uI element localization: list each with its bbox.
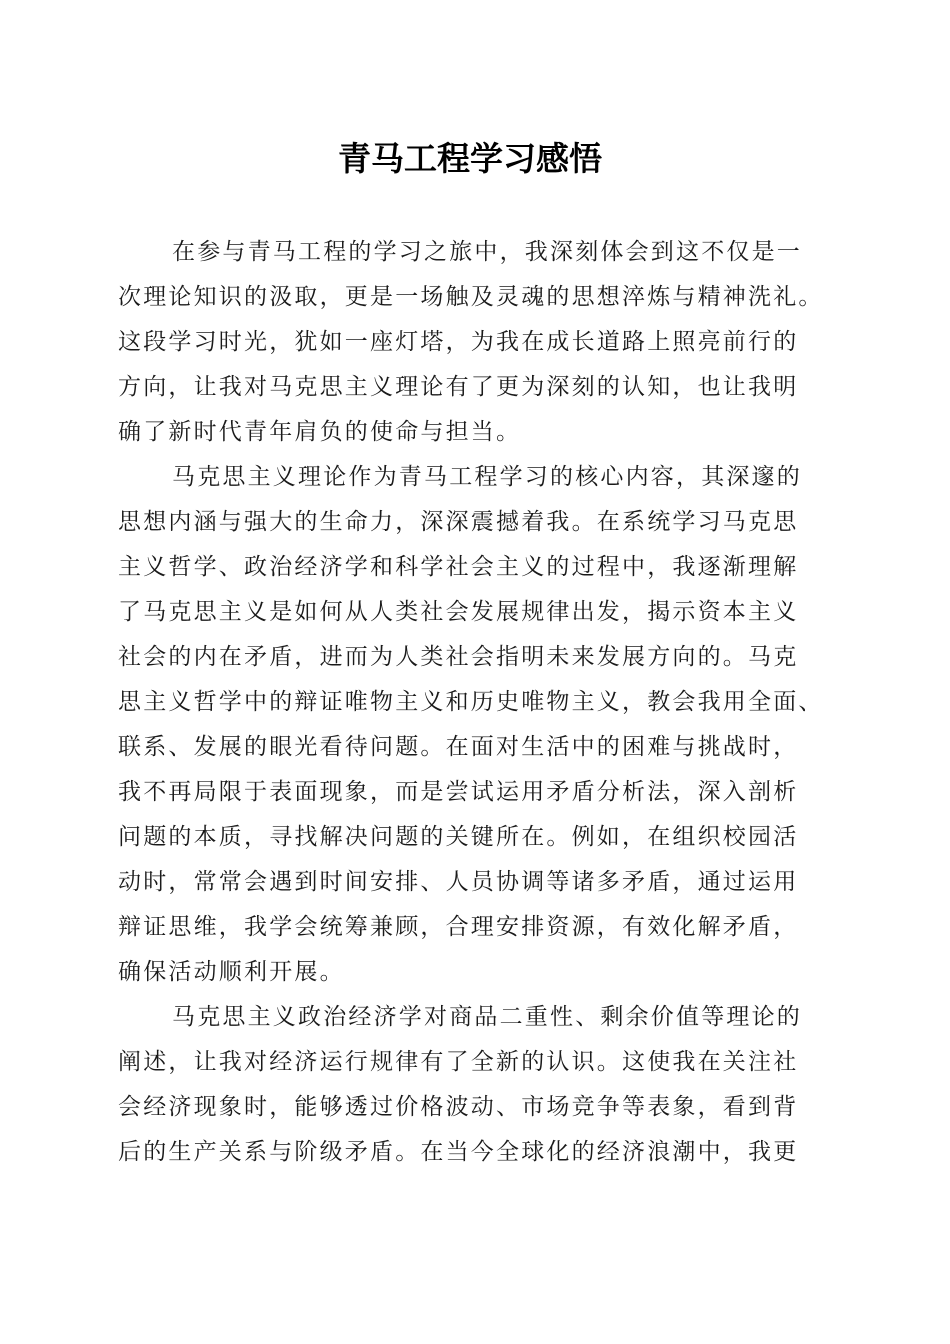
text-line: 确保活动顺利开展。 <box>118 959 345 985</box>
document-body <box>118 230 830 1175</box>
text-line: 社会的内在矛盾，进而为人类社会指明未来发展方向的。马克 <box>118 644 799 670</box>
document-title: 青马工程学习感悟 <box>338 139 602 178</box>
text-line: 后的生产关系与阶级矛盾。在当今全球化的经济浪潮中，我更 <box>118 1139 799 1165</box>
paragraph-3 <box>118 995 830 1175</box>
text-line: 辩证思维，我学会统筹兼顾，合理安排资源，有效化解矛盾， <box>118 914 799 940</box>
text-line: 主义哲学、政治经济学和科学社会主义的过程中，我逐渐理解 <box>118 554 799 580</box>
text-line: 马克思主义政治经济学对商品二重性、剩余价值等理论的 <box>172 1004 802 1030</box>
text-line: 问题的本质，寻找解决问题的关键所在。例如，在组织校园活 <box>118 824 799 850</box>
text-line: 我不再局限于表面现象，而是尝试运用矛盾分析法，深入剖析 <box>118 779 799 805</box>
text-line: 这段学习时光，犹如一座灯塔，为我在成长道路上照亮前行的 <box>118 329 799 355</box>
text-line: 在参与青马工程的学习之旅中，我深刻体会到这不仅是一 <box>172 239 802 265</box>
text-line: 阐述，让我对经济运行规律有了全新的认识。这使我在关注社 <box>118 1049 799 1075</box>
text-line: 思主义哲学中的辩证唯物主义和历史唯物主义，教会我用全面、 <box>118 689 824 715</box>
text-line: 动时，常常会遇到时间安排、人员协调等诸多矛盾，通过运用 <box>118 869 799 895</box>
text-line: 确了新时代青年肩负的使命与担当。 <box>118 419 522 445</box>
text-line: 会经济现象时，能够透过价格波动、市场竞争等表象，看到背 <box>118 1094 799 1120</box>
paragraph-1 <box>118 230 830 455</box>
text-line: 联系、发展的眼光看待问题。在面对生活中的困难与挑战时， <box>118 734 799 760</box>
text-line: 方向，让我对马克思主义理论有了更为深刻的认知，也让我明 <box>118 374 799 400</box>
text-line: 了马克思主义是如何从人类社会发展规律出发，揭示资本主义 <box>118 599 799 625</box>
text-line: 思想内涵与强大的生命力，深深震撼着我。在系统学习马克思 <box>118 509 799 535</box>
paragraph-2 <box>118 455 830 995</box>
text-line: 次理论知识的汲取，更是一场触及灵魂的思想淬炼与精神洗礼。 <box>118 284 824 310</box>
text-line: 马克思主义理论作为青马工程学习的核心内容，其深邃的 <box>172 464 802 490</box>
